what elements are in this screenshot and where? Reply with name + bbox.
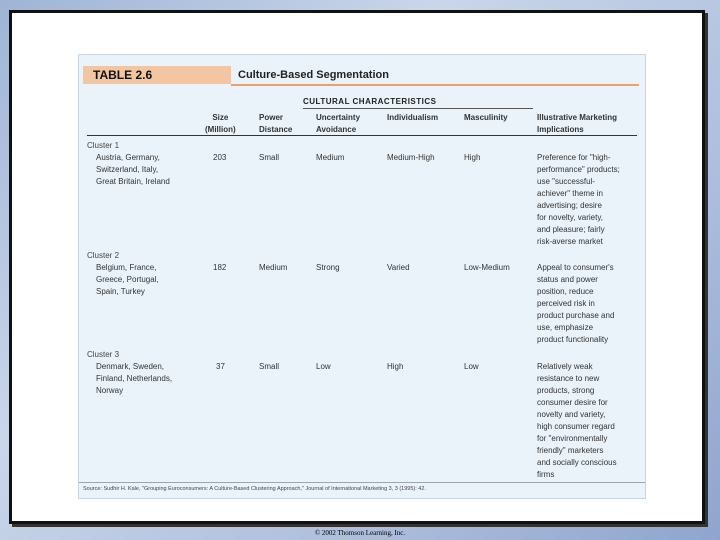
cluster-2-power-distance: Medium (259, 263, 288, 272)
cluster-1-countries: Austria, Germany, Switzerland, Italy, Great Britain, Ireland (96, 153, 170, 186)
table-title: Culture-Based Segmentation (238, 69, 389, 81)
cluster-1-individualism: Medium-High (387, 153, 435, 162)
cluster-2-masculinity: Low-Medium (464, 263, 510, 272)
title-underline (231, 84, 639, 86)
header-rule (87, 135, 637, 136)
cluster-3-label: Cluster 3 (87, 350, 120, 359)
column-header-size: Size (Million) (205, 113, 236, 134)
slide-frame (9, 10, 705, 524)
cluster-1-label: Cluster 1 (87, 141, 120, 150)
cluster-2-countries: Belgium, France, Greece, Portugal, Spain, Turkey (96, 263, 159, 296)
cluster-2-size: 182 (213, 263, 227, 272)
column-header-marketing-implications: Illustrative Marketing Implications (537, 113, 618, 134)
cluster-2-label: Cluster 2 (87, 251, 120, 260)
cluster-3-countries: Denmark, Sweden, Finland, Netherlands, Norway (96, 362, 173, 395)
column-header-individualism: Individualism (387, 113, 439, 122)
cluster-2-uncertainty-avoidance: Strong (316, 263, 340, 272)
cluster-1-implications: Preference for "high- performance" products; use "successful- achiever" theme in advertising; desire for novelty, variety, and pleasure; fairly risk-averse market (537, 153, 620, 246)
column-header-power-distance: Power Distance (259, 113, 293, 134)
cluster-3-masculinity: Low (464, 362, 479, 371)
cluster-3-uncertainty-avoidance: Low (316, 362, 331, 371)
cluster-3-individualism: High (387, 362, 404, 371)
table-title-bar (83, 66, 639, 84)
table-panel (78, 54, 646, 499)
column-header-uncertainty-avoidance: Uncertainty Avoidance (316, 113, 361, 134)
table-number-label: TABLE 2.6 (83, 66, 231, 84)
source-divider (79, 482, 645, 483)
column-header-masculinity: Masculinity (464, 113, 508, 122)
cluster-3-size: 37 (216, 362, 225, 371)
cluster-2-individualism: Varied (387, 263, 410, 272)
cluster-1-power-distance: Small (259, 153, 280, 162)
cultural-characteristics-header: CULTURAL CHARACTERISTICS (303, 97, 533, 109)
cluster-1-size: 203 (213, 153, 227, 162)
table-source-citation: Source: Sudhir H. Kale, "Grouping Euroconsumers: A Culture-Based Clustering Approach," Journal of International Marketing 3, 3 (1995): 42. (83, 486, 426, 492)
cluster-1-masculinity: High (464, 153, 481, 162)
cluster-3-power-distance: Small (259, 362, 280, 371)
cluster-3-implications: Relatively weak resistance to new products, strong consumer desire for novelty and variety, high consumer regard for "environmentally friendly" marketers and socially conscious firms (537, 362, 617, 479)
cluster-2-implications: Appeal to consumer's status and power position, reduce perceived risk in product purchase and use, emphasize product functionality (537, 263, 615, 344)
copyright-footer: © 2002 Thomson Learning, Inc. (314, 529, 406, 537)
cluster-1-uncertainty-avoidance: Medium (316, 153, 345, 162)
